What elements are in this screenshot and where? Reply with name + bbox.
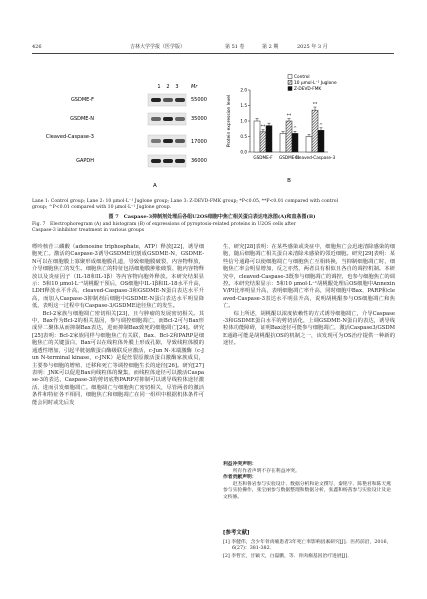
bar (266, 126, 272, 152)
caption-en-line: Fig. 7 Electrophoregram (A) and histogram (B) of expressions of pyroptosis-related proteins in U2OS cells after (32, 222, 296, 227)
references-title: [参考文献] (223, 530, 250, 536)
panel-b-label: B (287, 178, 291, 184)
bar (318, 130, 324, 152)
figure-legend (32, 199, 392, 211)
bar (292, 133, 298, 152)
header-rule (32, 53, 394, 54)
body-paragraph: Bcl-2家族与细胞凋亡密切相关[23]，且与肿瘤的发展密切相关。其中，Bax作为Bcl-2的相关基因，参与调控细胞凋亡，而Bcl-2可与Bax形成异二聚体从而抑制Bax表达，进而抑制Bax致死的细胞凋亡[24]。研究[25]表明：Bcl-2家族同样与细胞焦亡有关联，Bax、Bcl-2和PARP是细胞焦亡的关键蛋白，Bax可以在线粒体外膜上形成孔隙，导致线粒体膜的通透性增加，引起半胱氨酸蛋白酶级联反应激活，c-Jun N-末端激酶（c-Jun N-terminal kinase，c-JNK）是促丝裂原激活蛋白激酶家族成员，主要参与细胞的增殖、迁移和死亡等调控细胞生长的途径[26]。研究[27]表明：JNK可以促进Bax向线粒体的聚集，而线粒体途径可以激活Caspase-3的表达，Caspase-3的剪切底物PARP对抑制可以诱导线粒体途径激活，进而引发细胞凋亡。细胞凋亡与细胞焦亡密切相关，尽管两者的激活条件和特征各不相同，细胞焦亡和细胞凋亡在同一组织中根据机体条件可能会同时或先后发 (32, 310, 204, 406)
bar (280, 133, 286, 152)
blot-row-label: GAPDH (76, 158, 94, 164)
mr-value: 17000 (191, 139, 207, 145)
reference-item: [1] 李健伟，含少年骨肉瘤患者3年死亡率影响因素研究[J]．医药前沿，2016，6(27)：381-382． (223, 539, 392, 551)
significance-mark: ** (260, 125, 266, 131)
mr-header: Mr (191, 84, 198, 90)
figure-caption-en (32, 222, 392, 234)
y-tick-label: 1.0 (240, 118, 247, 124)
blot-row-label: Cleaved-Caspase-3 (45, 134, 94, 140)
declarations (223, 462, 395, 502)
lane-label: 1 (157, 84, 161, 90)
y-tick-label: 1.5 (240, 103, 247, 108)
x-tick-label: Cleaved-Caspase-3 (294, 155, 336, 160)
legend-line: Lane 1: Control group; Lane 2: 10 μmol·L⁻¹ Juglone group; Lane 3: Z-DEVD-FMK group; *P<0.05, **P<0.01 compared with control (32, 199, 338, 204)
y-tick-label: 0.5 (240, 134, 247, 139)
y-axis-label: Protein expression level (227, 94, 232, 148)
journal-name: 吉林大学学报（医学版） (130, 44, 186, 50)
reference-item: [2] 李哲宏，甘颖天，白磊鹏，等．骨肉瘤基因治疗进展[J]． (223, 553, 353, 559)
significance-mark: ^ (293, 126, 297, 132)
body-paragraph: 生，研究[28]表明：在某些感染或炎症中，细胞焦亡会迅速清除感染的细胞，随后细胞凋亡相关蛋白来清除未感染的邻近细胞。研究[29]表明：某些信号通路可以使细胞凋亡与细胞焦亡互相转换，当抑制细胞凋亡时，细胞焦亡率会明显增加，反之亦然，两者具有相似且各自的调控机制。本研究中，cleaved-Caspase-3既参与细胞凋亡的调控，也参与细胞焦亡的调控。本研究结果显示：5和10 μmol·L⁻¹胡桃醌处理后OS细胞中Annexin V/PI比率明显升高，表明细胞凋亡率升高，同时细胞中Bax、PARP和cleaved-Caspase-3表达水平明显升高，说明胡桃醌参与OS细胞凋亡和焦亡。 (223, 244, 395, 310)
mr-value: 35000 (191, 116, 207, 122)
significance-mark: ** (312, 102, 318, 108)
volume: 第 51 卷 (225, 44, 245, 50)
contrib-text: 赵杰和鲁岩参与实验设计、数据分析和论文撰写，秦铭宇、陈艳君和陈天燕参与实验操作，张宝丽参与数据整理和数据分析，张鑫和杨茜参与实验设计及论文校修。 (223, 481, 391, 500)
lane-label: 2 (166, 84, 170, 90)
legend-swatch (288, 87, 292, 91)
bar (306, 137, 312, 153)
left-column (32, 244, 204, 407)
significance-mark: ** (286, 114, 292, 120)
legend-swatch (288, 75, 292, 79)
panel-a-label: A (153, 183, 157, 189)
mr-value: 55000 (191, 97, 207, 103)
right-column (223, 244, 395, 348)
bar (260, 132, 266, 152)
page-number: 426 (32, 44, 42, 50)
bar (286, 121, 292, 152)
legend-line: group; ^P<0.01 compared with 10 μmol·L⁻¹ Juglone group. (32, 205, 172, 211)
legend-swatch (288, 81, 292, 85)
body-paragraph: 综上所述，胡桃醌以浓度依赖性的方式诱导细胞凋亡，介导Caspase-3和GSDME蛋白水平的剪切活化，上调GSDME-N蛋白的表达，诱导线粒体功能障碍，证明Bax途径可能参与细胞凋亡，激活Caspase3/GSDME通路可能是胡桃醌抗OS的机制之一，该发现可为OS治疗提供一种新的途径。 (223, 310, 395, 347)
y-tick-label: 0.0 (240, 149, 247, 155)
x-tick-label: GSDME-F (253, 155, 273, 160)
y-tick-label: 2.0 (240, 87, 247, 93)
contrib-heading: 作者贡献声明： (223, 475, 257, 481)
mr-value: 36000 (191, 158, 207, 164)
legend-label: Control (294, 75, 310, 80)
protein-bar-chart (222, 68, 382, 193)
significance-mark: ^ (319, 123, 323, 129)
bar (254, 121, 260, 152)
body-paragraph: 嘌呤核苷三磷酸（adenosine triphosphate，ATP）释放[22]，诱导细胞死亡。激活的Caspase-3诱导GSDME切割成GSDME-N，GSDME-N可以在细胞膜上寡聚形成细胞膜孔道，导致细胞膜破裂、内容物释放，介导细胞焦亡的发生。细胞焦亡的特征包括细胞膜肿胀破裂、胞内容物释放以及炎症因子（IL-18和IL-1β）等内容物向胞外释放。本研究结果显示：5和10 μmol·L⁻¹胡桃醌干预后，OS细胞中IL-1β和IL-18水平升高，LDH释放水平升高，cleaved-Caspase-3和GSDME-N蛋白表达水平升高，而加入Caspase-3抑制剂后细胞中GSDME-N蛋白表达水平明显降低，表明这一过程中有Caspase-3/GSDME途径焦亡的发生。 (32, 244, 204, 310)
caption-en-line: Caspase-3 inhibitor treatment in various groups (32, 228, 145, 234)
blot-row-label: GSDME-N (70, 116, 94, 122)
issue: 第 2 期 (262, 44, 279, 50)
bar (312, 110, 318, 152)
western-blot-panel (45, 80, 212, 190)
legend-label: 10 μmol·L⁻¹ Juglone (294, 81, 337, 86)
figure-caption-cn: 图 7 Caspase-3抑制剂处理后各组U2OS细胞中焦亡相关蛋白表达电泳图(A)和直条图(B) (108, 214, 316, 220)
legend-label: Z-DEVD-FMK (294, 87, 322, 92)
references (223, 530, 395, 561)
publication-date: 2025 年 3 月 (297, 44, 328, 50)
conflict-heading: 利益冲突声明： (223, 462, 257, 467)
blot-row-label: GSDME-F (70, 97, 94, 103)
lane-label: 3 (175, 84, 179, 90)
x-tick-label: GSDME-N (278, 155, 300, 160)
conflict-text: 所有作者声明不存在利益冲突。 (232, 468, 300, 474)
